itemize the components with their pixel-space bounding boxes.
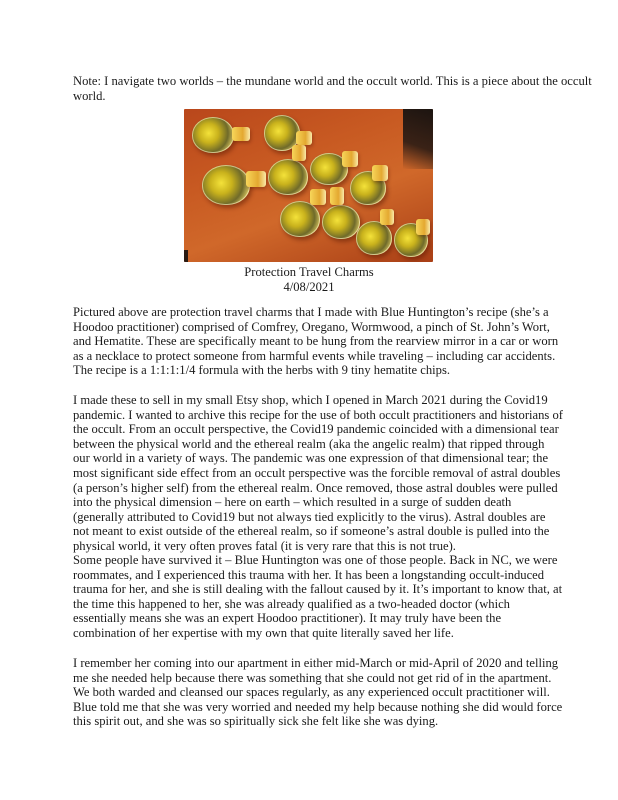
charm-bottle: [202, 165, 250, 205]
charm-bottle: [322, 205, 360, 239]
charm-bottle: [192, 117, 234, 153]
text-line: combination of her expertise with my own that quite literally saved her life.: [73, 625, 454, 640]
text-line: Some people have survived it – Blue Huntington was one of those people. Back in NC, we were: [73, 553, 558, 567]
text-line: (a person’s higher self) from the ethereal realm. Once removed, those astral doubles were pulled: [73, 480, 558, 495]
text-line: Note: I navigate two worlds – the mundane world and the occult world. This is a piece about the occult: [73, 74, 592, 88]
text-line: Blue told me that she was very worried and needed my help because nothing she did would force: [73, 699, 563, 714]
charm-bottle: [280, 201, 320, 237]
text-line: (generally attributed to Covid19 but not always tied explicitly to the virus). Astral doubles are: [73, 509, 546, 524]
charm-bottle: [268, 159, 308, 195]
text-line: not meant to exist outside of the ethereal realm, so if someone’s astral double is pulled into the: [73, 524, 550, 539]
charm-cork: [342, 151, 358, 167]
text-line: Hoodoo practitioner) comprised of Comfrey, Oregano, Wormwood, a pinch of St. John’s Wort,: [73, 319, 550, 334]
paragraph-etsy-and-pandemic: [73, 393, 563, 554]
paragraph-apartment-memory: [73, 656, 563, 729]
text-line: the occult. From an occult perspective, the Covid19 pandemic coincided with a dimensional tear: [73, 422, 559, 437]
text-line: into the physical dimension – here on earth – which resulted in a surge of sudden death: [73, 495, 512, 510]
text-line: between the physical world and the ethereal realm (aka the angelic realm) that ripped through: [73, 436, 545, 451]
text-line: roommates, and I experienced this trauma with her. It has been a longstanding occult-induced: [73, 567, 545, 582]
text-line: our world in a variety of ways. The pandemic was one expression of that dimensional tear; the: [73, 451, 549, 466]
text-line: the time this happened to her, she was already qualified as a two-headed doctor (which: [73, 596, 510, 611]
text-line: We both warded and cleansed our spaces regularly, as any experienced occult practitioner will.: [73, 685, 550, 700]
charm-cork: [372, 165, 388, 181]
text-line: this spirit out, and she was so spiritually sick she felt like she was dying.: [73, 714, 439, 729]
intro-note: [73, 74, 592, 103]
text-line: trauma for her, and she is still dealing with the fallout caused by it. It’s important to know that, at: [73, 582, 563, 597]
charm-cork: [310, 189, 326, 205]
paragraph-charms-description: [73, 305, 559, 378]
charm-cork: [246, 171, 266, 187]
text-line: pandemic. I wanted to archive this recipe for the use of both occult practitioners and historians of: [73, 407, 563, 422]
text-line: physical world, it very often proves fatal (it is very rare that this is not true).: [73, 538, 456, 553]
charm-cork: [416, 219, 430, 235]
charm-cork: [292, 145, 306, 161]
text-line: as a necklace to protect someone from harmful events while traveling – including car accidents.: [73, 348, 556, 363]
figure-caption: [0, 265, 618, 294]
caption-title: Protection Travel Charms: [244, 265, 374, 279]
text-line: The recipe is a 1:1:1:1/4 formula with the herbs with 9 tiny hematite chips.: [73, 363, 451, 378]
caption-date: 4/08/2021: [283, 279, 335, 294]
paragraph-blue-survived: [73, 553, 563, 641]
photo-background-shadow: [403, 109, 433, 169]
text-line: essentially means she was an expert Hoodoo practitioner). It may truly have been the: [73, 611, 502, 626]
text-line: I remember her coming into our apartment in either mid-March or mid-April of 2020 and telling: [73, 656, 559, 670]
text-line: and Hematite. These are specifically meant to be hung from the rearview mirror in a car or worn: [73, 334, 559, 349]
charm-cork: [232, 127, 250, 141]
charms-photo: [184, 109, 433, 262]
text-line: I made these to sell in my small Etsy shop, which I opened in March 2021 during the Covid19: [73, 393, 548, 407]
text-line: world.: [73, 88, 106, 103]
text-line: Pictured above are protection travel charms that I made with Blue Huntington’s recipe (she’s a: [73, 305, 549, 319]
text-line: most significant side effect from an occult perspective was the forcible removal of astral doubles: [73, 465, 561, 480]
charm-cork: [380, 209, 394, 225]
photo-edge: [184, 250, 188, 262]
charm-bottle: [356, 221, 392, 255]
charm-cork: [296, 131, 312, 145]
text-line: me she needed help because there was something that she could not get rid of in the apartment.: [73, 670, 552, 685]
charm-cork: [330, 187, 344, 205]
